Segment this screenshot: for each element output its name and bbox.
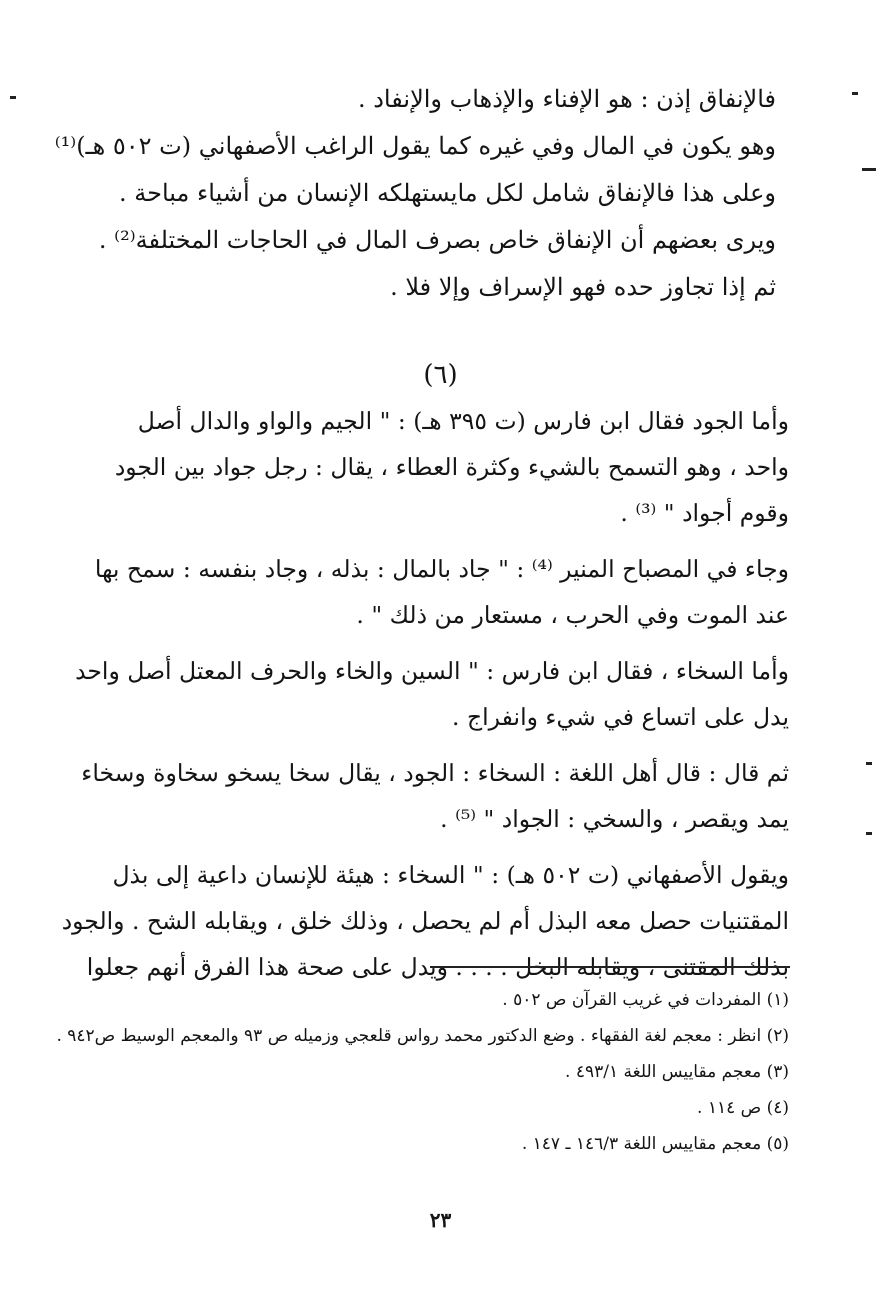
intro-line: ويرى بعضهم أن الإنفاق خاص بصرف المال في الحاجات المختلفة⁽²⁾ . [98,226,776,254]
text-line: واحد ، وهو التسمح بالشيء وكثرة العطاء ، يقال : رجل جواد بين الجود [114,453,789,481]
text-line: ثم قال : قال أهل اللغة : السخاء : الجود ، يقال سخا يسخو سخاوة وسخاء [81,759,789,787]
text-line: عند الموت وفي الحرب ، مستعار من ذلك " . [356,601,789,629]
footnote: (٣) معجم مقاييس اللغة ٤٩٣/١ . [565,1062,789,1082]
footnote: (٤) ص ١١٤ . [697,1098,789,1118]
text-line: بذلك المقتنى ، ويقابله البخل . . . . ويدل على صحة هذا الفرق أنهم جعلوا [86,953,789,981]
margin-mark [862,168,876,171]
intro-line: فالإنفاق إذن : هو الإفناء والإذهاب والإنفاد . [357,85,776,113]
text-line: ويقول الأصفهاني (ت ٥٠٢ هـ) : " السخاء : هيئة للإنسان داعية إلى بذل [112,861,789,889]
paragraph [74,648,789,740]
margin-mark [10,96,16,99]
text-line: وجاء في المصباح المنير ⁽⁴⁾ : " جاد بالمال : بذله ، وجاد بنفسه : سمح بها [94,555,789,583]
margin-mark [866,832,872,835]
section-number: (٦) [423,360,458,390]
intro-block [54,76,776,311]
intro-line: وهو يكون في المال وفي غيره كما يقول الراغب الأصفهاني (ت ٥٠٢ هـ)⁽¹⁾ [54,132,776,160]
intro-line: وعلى هذا فالإنفاق شامل لكل مايستهلكه الإنسان من أشياء مباحة . [119,179,776,207]
footnote: (١) المفردات في غريب القرآن ص ٥٠٢ . [502,990,789,1010]
footnote: (٢) انظر : معجم لغة الفقهاء . وضع الدكتور محمد رواس قلعجي وزميله ص ٩٣ والمعجم الوسيط ص٩٤٢ . [56,1026,789,1046]
text-line: وأما السخاء ، فقال ابن فارس : " السين والخاء والحرف المعتل أصل واحد [75,657,789,685]
intro-line: ثم إذا تجاوز حده فهو الإسراف وإلا فلا . [390,273,776,301]
text-line: المقتنيات حصل معه البذل أم لم يحصل ، وذلك خلق ، ويقابله الشح . والجود [61,907,789,935]
body-text [61,398,789,1000]
margin-mark [852,92,858,95]
paragraph [74,398,789,536]
text-line: يمد ويقصر ، والسخي : الجواد " ⁽⁵⁾ . [440,805,789,833]
paragraph [61,852,789,990]
footnote-separator [430,966,790,968]
text-line: وأما الجود فقال ابن فارس (ت ٣٩٥ هـ) : " الجيم والواو والدال أصل [137,407,789,435]
margin-mark [866,762,872,765]
footnote: (٥) معجم مقاييس اللغة ١٤٦/٣ ـ ١٤٧ . [521,1134,789,1154]
text-line: وقوم أجواد " ⁽³⁾ . [620,499,789,527]
paragraph [74,546,789,638]
page-number: ٢٣ [429,1208,452,1232]
footnotes [56,982,789,1162]
text-line: يدل على اتساع في شيء وانفراج . [452,703,789,731]
paragraph [74,750,789,842]
